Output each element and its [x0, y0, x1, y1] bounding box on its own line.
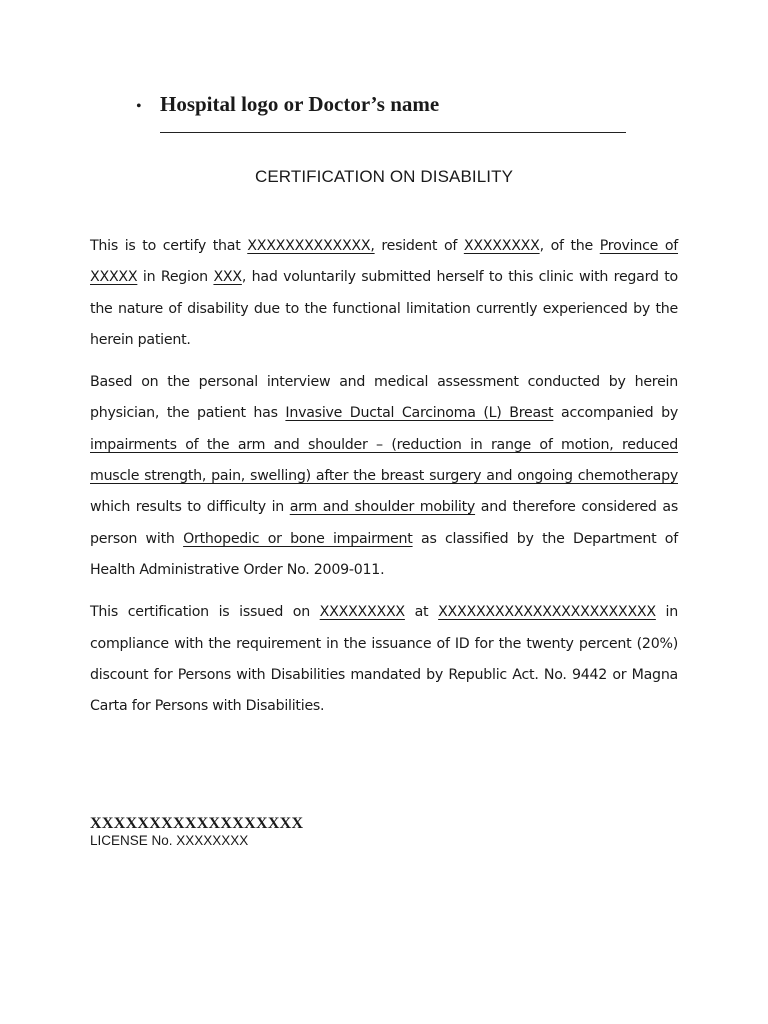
text-run: , of the — [539, 238, 600, 254]
paragraph-issuance — [90, 597, 678, 722]
signature-block — [90, 815, 303, 849]
paragraph-certify — [90, 231, 678, 356]
province-field: Province of XXXXX — [90, 238, 679, 286]
physician-name: XXXXXXXXXXXXXXXXXX — [90, 815, 304, 832]
hospital-logo-placeholder: Hospital logo or Doctor’s name — [160, 92, 440, 116]
text-run: This is to certify that — [90, 238, 248, 254]
text-run: which results to difficulty in — [90, 499, 290, 516]
certificate-body — [90, 231, 678, 733]
patient-name-field: XXXXXXXXXXXXX, — [247, 238, 375, 254]
letterhead-line — [136, 92, 626, 117]
issue-place-field: XXXXXXXXXXXXXXXXXXXXXXX — [438, 604, 656, 621]
classification-field: Orthopedic or bone impairment — [183, 530, 413, 547]
residence-field: XXXXXXXX — [463, 238, 540, 254]
text-run: resident of — [374, 238, 464, 254]
issue-date-field: XXXXXXXXX — [319, 604, 405, 621]
diagnosis-field: Invasive Ductal Carcinoma (L) Breast — [285, 405, 554, 422]
bullet-icon: • — [136, 98, 142, 115]
paragraph-assessment — [90, 367, 678, 586]
text-run: and therefore considered as person with — [90, 499, 678, 547]
letterhead-rule — [160, 132, 626, 133]
impairments-field: impairments of the arm and shoulder – (reduction in range of motion, reduced muscle strength, pain, swelling) after the breast surgery and ongoing chemotherapy — [90, 436, 678, 485]
letterhead — [136, 92, 626, 117]
text-run: as classified by the Department of Health Administrative Order No. 2009-011. — [90, 530, 678, 578]
text-run: in compliance with the requirement in the issuance of ID for the twenty percent (20%) discount for Persons with Disabilities mandated by Republic Act. No. 9442 or Magna Carta for Persons with Disabilities. — [90, 604, 678, 715]
text-run: in Region — [137, 269, 214, 286]
difficulty-field: arm and shoulder mobility — [289, 499, 476, 516]
text-run: Based on the personal interview and medical assessment conducted by herein physician, the patient has — [90, 374, 678, 422]
text-run: This certification is issued on — [90, 604, 320, 621]
license-number: LICENSE No. XXXXXXXX — [90, 833, 249, 848]
region-field: XXX — [213, 269, 242, 286]
document-title: CERTIFICATION ON DISABILITY — [254, 167, 514, 186]
text-run: at — [404, 604, 439, 621]
text-run: , had voluntarily submitted herself to this clinic with regard to the nature of disability due to the functional limitation currently experienced by the herein patient. — [90, 269, 678, 348]
text-run: accompanied by — [553, 405, 678, 422]
